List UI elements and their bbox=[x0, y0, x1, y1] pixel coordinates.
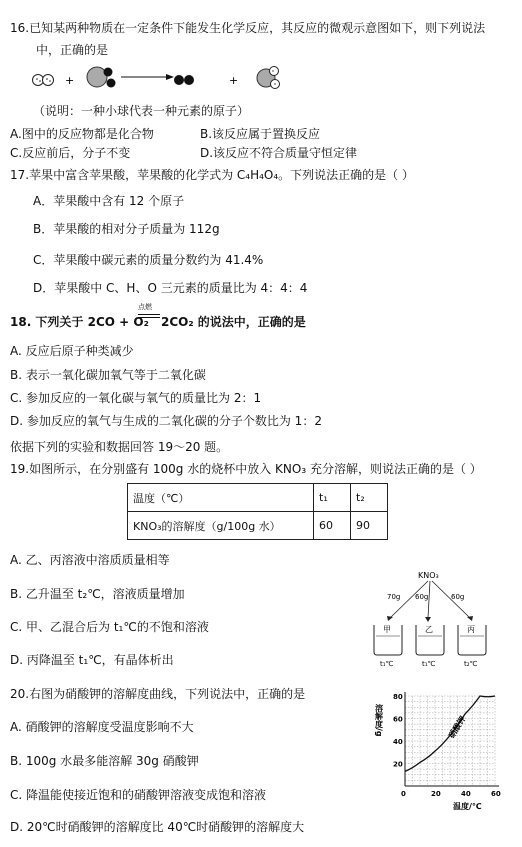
q18-option-b: B. 表示一氧化碳加氧气等于二氧化碳 bbox=[10, 368, 206, 382]
molecule-white-pair bbox=[33, 75, 54, 86]
kno3-label: KNO₃ bbox=[418, 571, 439, 580]
solubility-chart bbox=[375, 688, 515, 812]
q16-option-b: B.该反应属于置换反应 bbox=[200, 127, 321, 141]
table-cell: 温度（℃） bbox=[128, 484, 314, 512]
q16-stem-line1: 16.已知某两种物质在一定条件下能发生化学反应，其反应的微观示意图如下，则下列说法 bbox=[10, 21, 486, 35]
q20-stem: 20.右图为硝酸钾的溶解度曲线，下列说法中，正确的是 bbox=[10, 687, 306, 701]
molecule-black-pair bbox=[174, 75, 194, 85]
q20-option-b: B. 100g 水最多能溶解 30g 硝酸钾 bbox=[10, 754, 199, 768]
q17-option-b: B．苹果酸的相对分子质量为 112g bbox=[33, 222, 220, 236]
table-cell: t₁ bbox=[314, 484, 351, 512]
x-tick-label: 60 bbox=[491, 790, 501, 798]
table-cell: 90 bbox=[351, 512, 388, 540]
q16-option-a: A.图中的反应物都是化合物 bbox=[10, 127, 154, 141]
y-tick-label: 40 bbox=[393, 738, 403, 746]
reaction-arrow bbox=[121, 74, 174, 80]
beaker-figure bbox=[360, 568, 510, 670]
molecule-grey-black bbox=[87, 67, 116, 88]
mass-label-2: 60g bbox=[415, 593, 429, 601]
y-axis-label: 溶解度/g bbox=[375, 704, 384, 737]
solubility-table bbox=[127, 483, 388, 540]
mass-label-3: 60g bbox=[451, 593, 465, 601]
series-label-kno3: 硝酸钾 bbox=[447, 714, 468, 740]
q16-note: （说明：一种小球代表一种元素的原子） bbox=[33, 104, 250, 118]
temp-label-jia: t₁℃ bbox=[380, 660, 394, 668]
plus-sign-1: + bbox=[65, 74, 75, 87]
chart-grid bbox=[405, 696, 495, 786]
y-tick-label: 80 bbox=[393, 693, 403, 701]
beaker-label-bing: 丙 bbox=[467, 625, 475, 634]
q18-eq-line-top bbox=[138, 314, 160, 315]
x-tick-label: 0 bbox=[401, 790, 406, 798]
q20-option-c: C. 降温能使接近饱和的硝酸钾溶液变成饱和溶液 bbox=[10, 788, 267, 802]
table-cell: 60 bbox=[314, 512, 351, 540]
chart-tick-labels bbox=[393, 693, 501, 798]
q19-option-b: B. 乙升温至 t₂℃，溶液质量增加 bbox=[10, 587, 185, 601]
q17-stem: 17.苹果中富含苹果酸，苹果酸的化学式为 C₄H₄O₄。下列说法正确的是（ ） bbox=[10, 168, 414, 182]
temp-label-bing: t₂℃ bbox=[464, 660, 478, 668]
beaker-label-yi: 乙 bbox=[425, 625, 433, 634]
q18-stem-post: 2CO₂ 的说法中，正确的是 bbox=[161, 315, 306, 329]
q16-stem-line2: 中，正确的是 bbox=[36, 43, 109, 57]
table-row bbox=[128, 512, 388, 540]
beaker-label-jia: 甲 bbox=[383, 625, 391, 634]
q18-option-a: A. 反应后原子种类减少 bbox=[10, 344, 134, 358]
x-tick-label: 40 bbox=[461, 790, 471, 798]
q18-condition: 点燃 bbox=[138, 303, 152, 311]
q20-option-d: D. 20℃时硝酸钾的溶解度比 40℃时硝酸钾的溶解度大 bbox=[10, 820, 305, 834]
temp-label-yi: t₁℃ bbox=[422, 660, 436, 668]
q17-option-d: D．苹果酸中 C、H、O 三元素的质量比为 4：4：4 bbox=[33, 281, 308, 295]
x-tick-label: 20 bbox=[431, 790, 441, 798]
q18-option-d: D. 参加反应的氧气与生成的二氧化碳的分子个数比为 1：2 bbox=[10, 414, 322, 428]
q19-option-c: C. 甲、乙混合后为 t₁℃的不饱和溶液 bbox=[10, 620, 209, 634]
q17-option-a: A．苹果酸中含有 12 个原子 bbox=[33, 194, 185, 208]
q19-option-d: D. 丙降温至 t₁℃，有晶体析出 bbox=[10, 653, 174, 667]
q19-stem: 19.如图所示，在分别盛有 100g 水的烧杯中放入 KNO₃ 充分溶解，则说法正确的是（ ） bbox=[10, 462, 482, 476]
plus-sign-2: + bbox=[229, 74, 239, 87]
table-row bbox=[128, 484, 388, 512]
molecule-grey-white bbox=[257, 67, 280, 89]
q18-eq-line-bottom bbox=[138, 317, 160, 318]
y-tick-label: 20 bbox=[393, 760, 403, 769]
table-cell: KNO₃的溶解度（g/100g 水） bbox=[128, 512, 314, 540]
y-tick-label: 60 bbox=[393, 715, 403, 724]
q17-option-c: C．苹果酸中碳元素的质量分数约为 41.4% bbox=[33, 253, 264, 267]
table-cell: t₂ bbox=[351, 484, 388, 512]
q19-option-a: A. 乙、丙溶液中溶质质量相等 bbox=[10, 553, 170, 567]
q18-stem-pre: 18. 下列关于 2CO + O₂ bbox=[10, 315, 149, 329]
mass-label-1: 70g bbox=[387, 593, 401, 601]
q18-option-c: C. 参加反应的一氧化碳与氧气的质量比为 2：1 bbox=[10, 391, 262, 405]
q16-option-c: C.反应前后，分子不变 bbox=[10, 146, 131, 160]
q20-option-a: A. 硝酸钾的溶解度受温度影响不大 bbox=[10, 720, 194, 734]
reaction-diagram bbox=[28, 62, 308, 98]
q16-option-d: D.该反应不符合质量守恒定律 bbox=[200, 146, 358, 160]
section-intro: 依据下列的实验和数据回答 19～20 题。 bbox=[10, 440, 229, 454]
arrow-heads bbox=[387, 616, 473, 622]
x-axis-label: 温度/℃ bbox=[453, 802, 482, 811]
